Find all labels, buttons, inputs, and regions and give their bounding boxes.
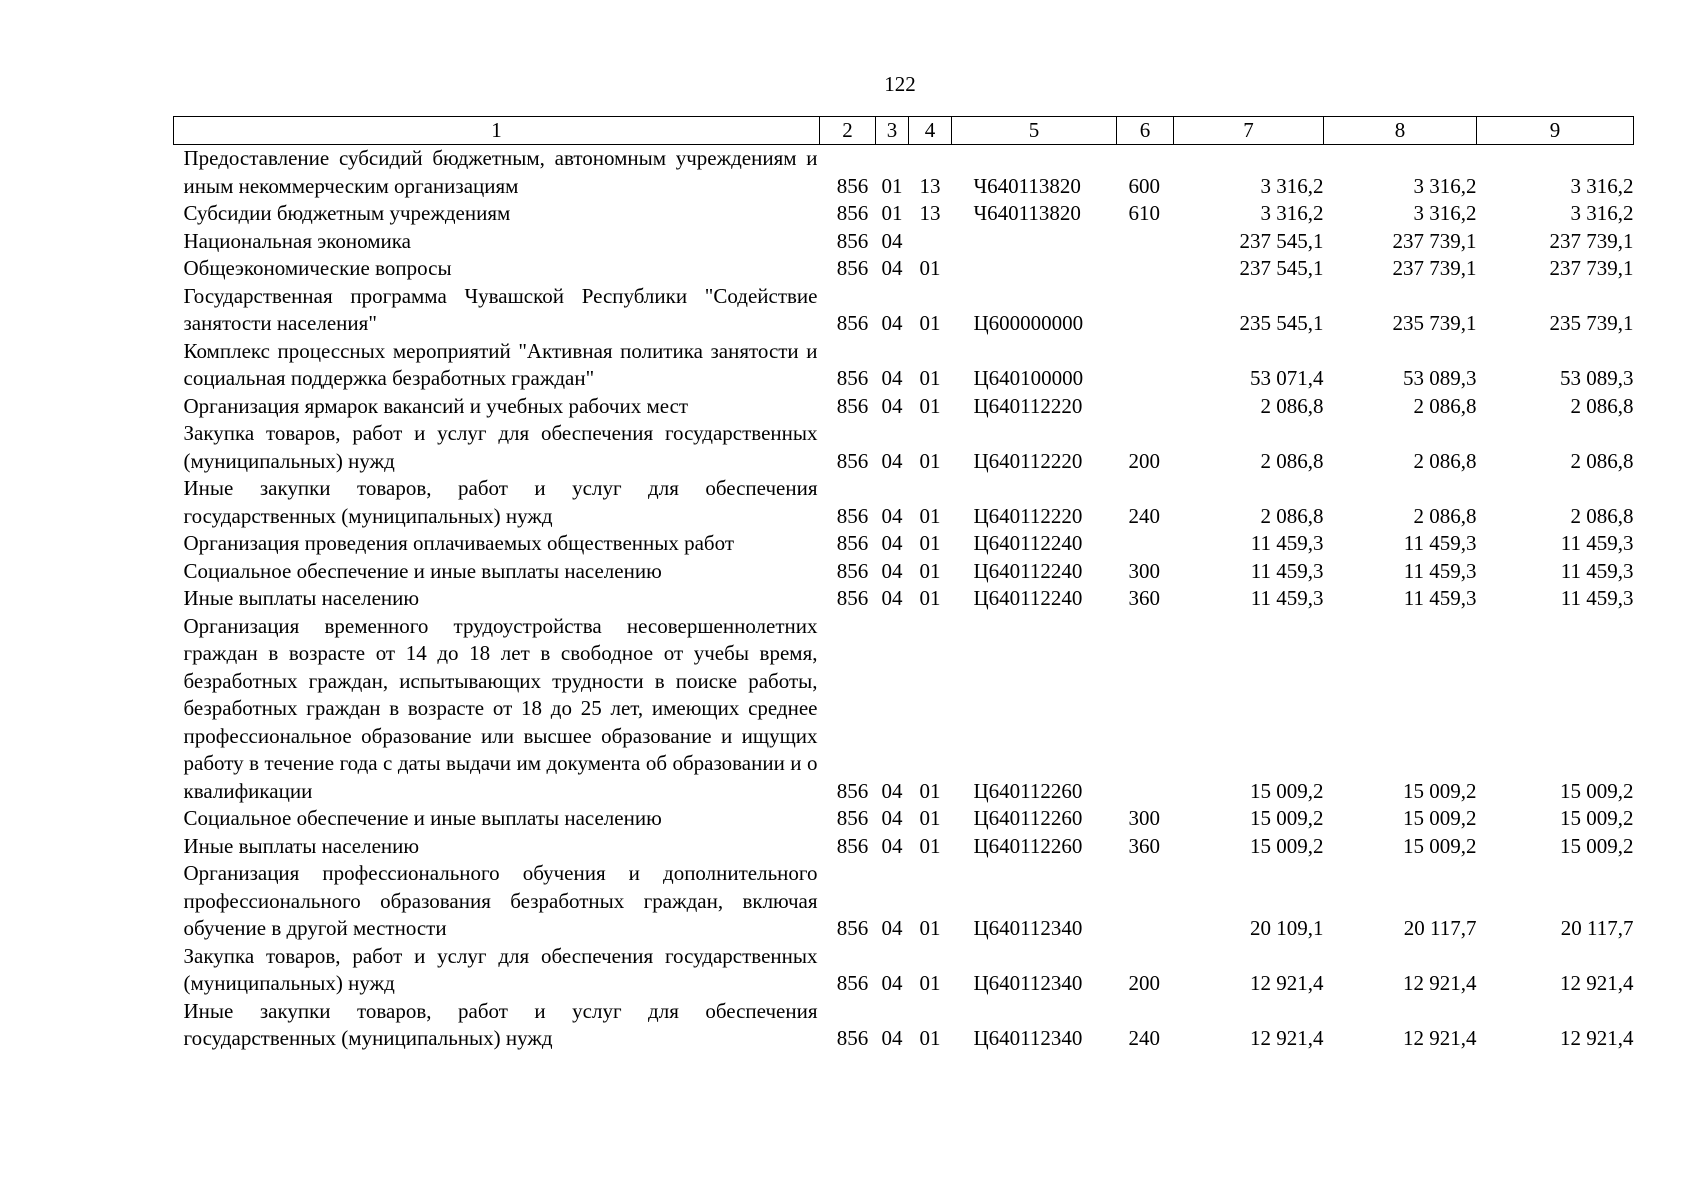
row-admin-code: 856	[836, 201, 869, 225]
row-amount-year1: 2 086,8	[1260, 448, 1324, 473]
row-target-article: Ц640112220	[973, 503, 1083, 528]
row-subsection: 01	[919, 256, 941, 280]
table-body	[174, 145, 1634, 1053]
row-admin-code: 856	[836, 448, 869, 473]
row-target-article: Ц640112260	[973, 778, 1083, 803]
row-expense-type	[1117, 255, 1174, 283]
row-amount-year3: 15 009,2	[1560, 778, 1634, 803]
row-subsection: 01	[919, 448, 941, 473]
row-subsection: 01	[919, 366, 941, 390]
row-section: 01	[881, 201, 903, 225]
row-amount-year1: 12 921,4	[1250, 1026, 1324, 1050]
row-subsection: 01	[919, 393, 941, 418]
row-amount-year2: 237 739,1	[1392, 228, 1477, 253]
row-name: Иные закупки товаров, работ и услуг для обеспечения государственных (муниципальных) нужд	[183, 476, 818, 528]
row-subsection: 01	[919, 916, 941, 940]
row-name: Национальная экономика	[183, 228, 411, 253]
row-section: 04	[881, 531, 903, 555]
row-section: 01	[881, 173, 903, 198]
row-amount-year2: 235 739,1	[1392, 311, 1477, 335]
row-amount-year2: 2 086,8	[1413, 393, 1477, 418]
row-amount-year1: 15 009,2	[1250, 806, 1324, 830]
row-expense-type: 360	[1128, 833, 1160, 858]
row-amount-year3: 15 009,2	[1560, 833, 1634, 858]
row-amount-year1: 3 316,2	[1260, 201, 1324, 225]
row-amount-year3: 12 921,4	[1560, 1026, 1634, 1050]
row-admin-code: 856	[836, 228, 869, 253]
table-row	[174, 255, 1634, 283]
row-subsection: 01	[919, 531, 941, 555]
row-amount-year2: 2 086,8	[1413, 448, 1477, 473]
row-amount-year1: 11 459,3	[1250, 558, 1324, 583]
page-number: 122	[884, 72, 916, 96]
row-target-article: Ц640112340	[973, 1026, 1083, 1050]
row-amount-year1: 237 545,1	[1239, 228, 1324, 253]
row-amount-year3: 237 739,1	[1549, 256, 1634, 280]
row-target-article: Ц640100000	[973, 366, 1084, 390]
row-amount-year1: 20 109,1	[1250, 916, 1324, 940]
row-amount-year2: 15 009,2	[1403, 833, 1477, 858]
row-admin-code: 856	[836, 806, 869, 830]
row-amount-year1: 53 071,4	[1250, 366, 1324, 390]
row-name: Организация проведения оплачиваемых общественных работ	[183, 531, 735, 555]
row-target-article: Ч640113820	[973, 201, 1081, 225]
row-section: 04	[881, 916, 903, 940]
row-subsection: 01	[919, 806, 941, 830]
row-amount-year1: 2 086,8	[1260, 503, 1324, 528]
table-row	[174, 998, 1634, 1053]
table-row	[174, 393, 1634, 421]
table-row	[174, 860, 1634, 943]
table-row	[174, 283, 1634, 338]
row-section: 04	[881, 971, 903, 995]
row-amount-year1: 15 009,2	[1250, 833, 1324, 858]
row-admin-code: 856	[836, 366, 869, 390]
row-section: 04	[881, 1026, 903, 1050]
table-row	[174, 338, 1634, 393]
row-name: Социальное обеспечение и иные выплаты населению	[183, 806, 662, 830]
row-name: Субсидии бюджетным учреждениям	[183, 201, 511, 225]
row-target-article: Ц640112340	[973, 971, 1083, 995]
row-amount-year3: 3 316,2	[1570, 201, 1634, 225]
row-name: Социальное обеспечение и иные выплаты населению	[183, 558, 662, 583]
row-amount-year3: 237 739,1	[1549, 228, 1634, 253]
row-admin-code: 856	[836, 586, 869, 610]
row-amount-year2: 53 089,3	[1403, 366, 1477, 390]
row-amount-year1: 15 009,2	[1250, 778, 1324, 803]
row-amount-year2: 3 316,2	[1413, 173, 1477, 198]
row-expense-type	[1117, 338, 1174, 393]
row-name: Закупка товаров, работ и услуг для обеспечения государственных (муниципальных) нужд	[183, 943, 818, 995]
row-amount-year2: 15 009,2	[1403, 806, 1477, 830]
row-section: 04	[881, 558, 903, 583]
table-row	[174, 585, 1634, 613]
row-admin-code: 856	[836, 311, 869, 335]
row-target-article	[952, 228, 1117, 256]
row-target-article: Ц640112340	[973, 916, 1083, 940]
table-row	[174, 613, 1634, 806]
row-name: Организация профессионального обучения и дополнительного профессионального образования безработных граждан, включая обучение в другой местности	[183, 861, 818, 940]
row-expense-type	[1117, 283, 1174, 338]
row-amount-year1: 3 316,2	[1260, 173, 1324, 198]
row-target-article: Ц640112220	[973, 448, 1083, 473]
budget-table	[173, 116, 1634, 1053]
row-subsection: 01	[919, 971, 941, 995]
row-amount-year3: 2 086,8	[1570, 393, 1634, 418]
row-expense-type: 200	[1128, 971, 1160, 995]
row-admin-code: 856	[836, 1026, 869, 1050]
row-amount-year1: 11 459,3	[1250, 531, 1324, 555]
row-target-article: Ц640112220	[973, 393, 1083, 418]
table-row	[174, 145, 1634, 201]
row-amount-year1: 237 545,1	[1239, 256, 1324, 280]
row-admin-code: 856	[836, 531, 869, 555]
table-row	[174, 200, 1634, 228]
column-header-2: 2	[820, 117, 876, 145]
table-row	[174, 420, 1634, 475]
column-header-6: 6	[1117, 117, 1174, 145]
row-target-article: Ц640112240	[973, 586, 1083, 610]
row-admin-code: 856	[836, 916, 869, 940]
row-expense-type: 240	[1128, 1026, 1160, 1050]
row-section: 04	[881, 778, 903, 803]
row-section: 04	[881, 806, 903, 830]
table-row	[174, 558, 1634, 586]
row-name: Предоставление субсидий бюджетным, автономным учреждениям и иным некоммерческим организациям	[183, 146, 818, 198]
row-target-article: Ц640112240	[973, 558, 1083, 583]
table-row	[174, 943, 1634, 998]
row-name: Общеэкономические вопросы	[183, 256, 452, 280]
row-amount-year1: 11 459,3	[1250, 586, 1324, 610]
row-amount-year3: 11 459,3	[1560, 586, 1634, 610]
row-section: 04	[881, 228, 903, 253]
row-amount-year2: 15 009,2	[1403, 778, 1477, 803]
table-row	[174, 833, 1634, 861]
row-section: 04	[881, 366, 903, 390]
row-target-article	[952, 255, 1117, 283]
row-expense-type: 300	[1128, 806, 1160, 830]
row-subsection: 01	[919, 503, 941, 528]
row-section: 04	[881, 256, 903, 280]
row-expense-type: 200	[1128, 448, 1160, 473]
row-expense-type: 240	[1128, 503, 1160, 528]
row-amount-year3: 20 117,7	[1560, 916, 1634, 940]
column-header-9: 9	[1477, 117, 1634, 145]
row-amount-year2: 11 459,3	[1403, 586, 1477, 610]
row-name: Комплекс процессных мероприятий "Активная политика занятости и социальная поддержка безработных граждан"	[183, 338, 818, 390]
row-amount-year3: 12 921,4	[1560, 971, 1634, 995]
table-row	[174, 228, 1634, 256]
row-section: 04	[881, 448, 903, 473]
row-amount-year3: 53 089,3	[1560, 366, 1634, 390]
row-admin-code: 856	[836, 503, 869, 528]
row-name: Организация временного трудоустройства несовершеннолетних граждан в возрасте от 14 до 18 лет в свободное от учебы время, безработных граждан, испытывающих трудности в поиске работы, безработных граждан в возрасте от 18 до 25 лет, имеющих среднее профессиональное образование или высшее образование и ищущих работу в течение года с даты выдачи им документа об образовании и о квалификации	[183, 613, 818, 803]
row-section: 04	[881, 393, 903, 418]
row-amount-year2: 11 459,3	[1403, 558, 1477, 583]
row-target-article: Ц640112260	[973, 833, 1083, 858]
row-subsection: 01	[919, 778, 941, 803]
row-subsection: 01	[919, 833, 941, 858]
row-name: Закупка товаров, работ и услуг для обеспечения государственных (муниципальных) нужд	[183, 421, 818, 473]
row-section: 04	[881, 833, 903, 858]
row-subsection	[909, 228, 952, 256]
header-row	[174, 117, 1634, 145]
row-admin-code: 856	[836, 833, 869, 858]
row-admin-code: 856	[836, 393, 869, 418]
row-target-article: Ч640113820	[973, 173, 1081, 198]
row-amount-year2: 2 086,8	[1413, 503, 1477, 528]
row-admin-code: 856	[836, 971, 869, 995]
row-subsection: 01	[919, 586, 941, 610]
row-name: Иные выплаты населению	[183, 586, 420, 610]
row-amount-year3: 2 086,8	[1570, 503, 1634, 528]
row-name: Государственная программа Чувашской Республики "Содействие занятости населения"	[183, 283, 818, 335]
column-header-1: 1	[174, 117, 820, 145]
row-admin-code: 856	[836, 558, 869, 583]
row-expense-type	[1117, 860, 1174, 943]
row-subsection: 01	[919, 558, 941, 583]
column-header-7: 7	[1174, 117, 1324, 145]
row-expense-type	[1117, 393, 1174, 421]
row-admin-code: 856	[836, 173, 869, 198]
row-expense-type	[1117, 228, 1174, 256]
row-expense-type: 300	[1128, 558, 1160, 583]
row-subsection: 13	[919, 173, 941, 198]
row-expense-type: 600	[1128, 173, 1160, 198]
row-amount-year3: 2 086,8	[1570, 448, 1634, 473]
row-amount-year2: 12 921,4	[1403, 971, 1477, 995]
row-target-article: Ц600000000	[973, 311, 1084, 335]
column-header-3: 3	[876, 117, 909, 145]
row-amount-year3: 235 739,1	[1549, 311, 1634, 335]
row-amount-year2: 3 316,2	[1413, 201, 1477, 225]
table-row	[174, 530, 1634, 558]
row-admin-code: 856	[836, 778, 869, 803]
row-amount-year1: 12 921,4	[1250, 971, 1324, 995]
column-header-5: 5	[952, 117, 1117, 145]
row-amount-year1: 2 086,8	[1260, 393, 1324, 418]
row-amount-year3: 3 316,2	[1570, 173, 1634, 198]
budget-table-container	[173, 116, 1633, 1053]
table-row	[174, 805, 1634, 833]
row-amount-year3: 11 459,3	[1560, 531, 1634, 555]
row-subsection: 01	[919, 311, 941, 335]
table-row	[174, 475, 1634, 530]
row-expense-type	[1117, 530, 1174, 558]
row-name: Иные выплаты населению	[183, 833, 420, 858]
row-expense-type: 610	[1128, 201, 1160, 225]
row-admin-code: 856	[836, 256, 869, 280]
row-amount-year3: 15 009,2	[1560, 806, 1634, 830]
row-subsection: 01	[919, 1026, 941, 1050]
row-amount-year2: 12 921,4	[1403, 1026, 1477, 1050]
row-name: Организация ярмарок вакансий и учебных рабочих мест	[183, 393, 689, 418]
row-amount-year2: 237 739,1	[1392, 256, 1477, 280]
row-subsection: 13	[919, 201, 941, 225]
row-amount-year1: 235 545,1	[1239, 311, 1324, 335]
column-header-8: 8	[1324, 117, 1477, 145]
row-target-article: Ц640112260	[973, 806, 1083, 830]
row-amount-year2: 20 117,7	[1403, 916, 1477, 940]
row-amount-year2: 11 459,3	[1403, 531, 1477, 555]
row-section: 04	[881, 311, 903, 335]
row-expense-type	[1117, 613, 1174, 806]
row-target-article: Ц640112240	[973, 531, 1083, 555]
row-name: Иные закупки товаров, работ и услуг для обеспечения государственных (муниципальных) нужд	[183, 998, 818, 1050]
row-section: 04	[881, 586, 903, 610]
row-section: 04	[881, 503, 903, 528]
table-header	[174, 117, 1634, 145]
row-expense-type: 360	[1128, 586, 1160, 610]
row-amount-year3: 11 459,3	[1560, 558, 1634, 583]
column-header-4: 4	[909, 117, 952, 145]
